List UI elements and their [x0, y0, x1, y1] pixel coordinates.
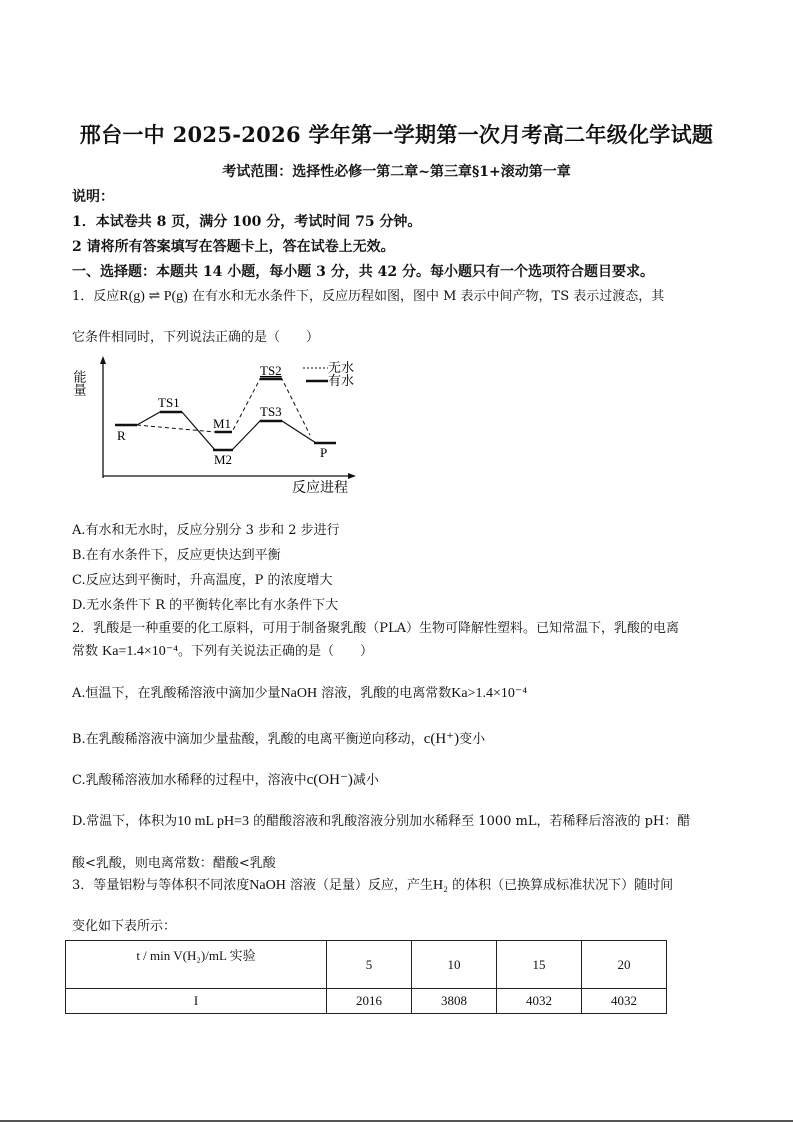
q2-option-d-line2: 酸<乳酸，则电离常数：醋酸<乳酸	[72, 856, 276, 871]
table-col-header: 10	[412, 941, 497, 989]
formula-naoh: NaOH	[249, 878, 286, 893]
formula-naoh: NaOH	[280, 686, 318, 701]
stem-text: 。下列有关说法正确的是（ ）	[178, 644, 374, 659]
label-TS1: TS1	[158, 395, 180, 410]
exam-scope: 考试范围：选择性必修一第二章~第三章§1+滚动第一章	[222, 164, 571, 180]
stem-text: 等量铝粉与等体积不同浓度	[93, 878, 250, 893]
y-axis-label: 能量	[70, 370, 86, 396]
question-1-stem-line2: 它条件相同时，下列说法正确的是（ ）	[72, 330, 320, 345]
y-axis-arrow-icon	[100, 356, 106, 364]
x-axis-label: 反应进程	[292, 480, 348, 496]
with-water-path	[137, 412, 335, 450]
stem-text: 常数	[72, 644, 103, 659]
q1-option-d[interactable]: D.无水条件下 R 的平衡转化率比有水条件下大	[72, 598, 339, 613]
q1-option-b[interactable]: B.在有水条件下，反应更快达到平衡	[72, 548, 281, 563]
table-col-header: 5	[327, 941, 412, 989]
table-row-label: I	[66, 989, 327, 1014]
stem-text: 乳酸是一种重要的化工原料，可用于制备聚乳酸（PLA）生物可降解性塑料。已知常温下，乳酸的电离	[93, 621, 680, 636]
table-header-label: t / min V(H₂)/mL 实验	[66, 941, 327, 989]
question-2-stem	[72, 619, 732, 639]
question-2-stem-line2	[72, 642, 732, 662]
section-heading: 一、选择题：本题共 14 小题，每小题 3 分，共 42 分。每小题只有一个选项符合题目要求。	[72, 264, 654, 280]
q2-option-b[interactable]	[72, 728, 485, 748]
q1-option-c[interactable]: C.反应达到平衡时，升高温度，P 的浓度增大	[72, 573, 333, 588]
legend-label-no-water: 无水	[328, 361, 355, 376]
x-axis-arrow-icon	[348, 473, 356, 479]
formula-ka: Ka>1.4×10⁻⁴	[451, 686, 528, 701]
option-text: 的醋酸溶液和乳酸溶液分别加水稀释至 1000 mL，若稀释后溶液的 pH：醋	[249, 814, 691, 829]
h2-volume-table	[65, 940, 667, 1014]
ka-expression: Ka=1.4×10⁻⁴	[102, 644, 179, 659]
q2-option-c[interactable]	[72, 769, 379, 789]
option-text: B.在乳酸稀溶液中滴加少量盐酸，乳酸的电离平衡逆向移动，	[72, 732, 424, 747]
option-text: A.恒温下，在乳酸稀溶液中滴加少量	[72, 686, 281, 701]
question-3-stem-line2: 变化如下表所示：	[72, 919, 177, 934]
option-text: 减小	[352, 773, 379, 788]
table-header-row	[66, 941, 667, 989]
question-number: 1．	[72, 289, 94, 304]
option-text: 溶液，乳酸的电离常数	[317, 686, 452, 701]
label-R: R	[117, 428, 126, 443]
question-number: 2．	[72, 621, 94, 636]
q2-option-a[interactable]	[72, 682, 527, 702]
formula-c-h: c(H⁺)	[423, 731, 460, 747]
question-1-stem	[72, 287, 732, 307]
table-cell: 3808	[412, 989, 497, 1014]
option-text: D.常温下，体积为	[72, 814, 178, 829]
note-item: 1．本试卷共 8 页，满分 100 分，考试时间 75 分钟。	[72, 214, 422, 230]
label-M1: M1	[213, 416, 232, 431]
formula-h2: H₂	[432, 878, 448, 893]
question-3-stem	[72, 876, 732, 896]
table-cell: 2016	[327, 989, 412, 1014]
q1-option-a[interactable]: A.有水和无水时，反应分别分 3 步和 2 步进行	[72, 523, 340, 538]
energy-profile-diagram	[70, 350, 370, 500]
reaction-equation: R(g) ⇌ P(g)	[119, 289, 188, 304]
stem-text: 在有水和无水条件下，反应历程如图，图中 M 表示中间产物，TS 表示过渡态，其	[187, 289, 665, 304]
q2-option-d[interactable]	[72, 810, 732, 830]
stem-text: 的体积（已换算成标准状况下）随时间	[447, 878, 674, 893]
table-row	[66, 989, 667, 1014]
legend	[303, 360, 354, 389]
exam-title: 邢台一中 2025-2026 学年第一学期第一次月考高二年级化学试题	[79, 122, 714, 147]
label-TS2: TS2	[260, 363, 282, 378]
option-text: C.乳酸稀溶液加水稀释的过程中，溶液中	[72, 773, 307, 788]
table-col-header: 20	[582, 941, 667, 989]
legend-label-with-water: 有水	[328, 374, 355, 389]
stem-text: 反应	[93, 289, 120, 304]
note-item: 2 请将所有答案填写在答题卡上，答在试卷上无效。	[72, 239, 395, 255]
question-number: 3．	[72, 878, 94, 893]
table-cell: 4032	[582, 989, 667, 1014]
table-col-header: 15	[497, 941, 582, 989]
label-M2: M2	[214, 452, 233, 467]
label-TS3: TS3	[260, 404, 282, 419]
formula-volume-ph: 10 mL pH=3	[177, 814, 250, 829]
label-P: P	[320, 445, 328, 460]
notes-heading: 说明：	[72, 189, 114, 205]
option-text: 变小	[459, 732, 486, 747]
formula-c-oh: c(OH⁻)	[306, 772, 353, 788]
stem-text: 溶液（足量）反应，产生	[285, 878, 433, 893]
table-cell: 4032	[497, 989, 582, 1014]
